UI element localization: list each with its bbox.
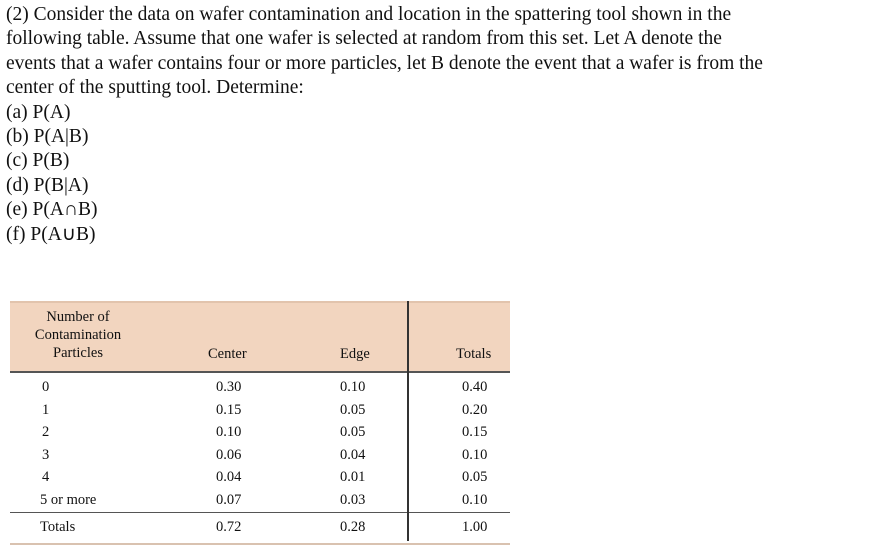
table-row	[10, 377, 510, 400]
table-row	[10, 445, 510, 468]
part-f: (f) P(A∪B)	[6, 223, 96, 245]
question-text	[6, 3, 891, 247]
cell: 0.07	[216, 491, 242, 508]
part-e: (e) P(A∩B)	[6, 199, 98, 221]
cell: 0.20	[462, 401, 488, 418]
cell: 1.00	[462, 519, 488, 535]
header-center: Center	[208, 346, 247, 362]
header-line: Contamination	[34, 327, 122, 343]
cell: 0.04	[340, 446, 366, 463]
header-particles	[18, 308, 138, 362]
part-b: (b) P(A|B)	[6, 126, 89, 148]
cell: 0.05	[462, 469, 488, 485]
cell: 4	[42, 469, 50, 485]
table-row	[10, 400, 510, 423]
question-line: center of the sputting tool. Determine:	[6, 77, 304, 99]
header-line: Number of	[46, 309, 110, 325]
table-row	[10, 467, 510, 490]
table-header	[10, 301, 510, 373]
cell: 0.15	[216, 401, 242, 418]
header-line: Particles	[53, 345, 103, 361]
part-a: (a) P(A)	[6, 101, 71, 123]
question-line: (2) Consider the data on wafer contamination and location in the spattering tool shown in the	[6, 4, 732, 25]
question-line: events that a wafer contains four or more particles, let B denote the event that a wafer is from the	[6, 52, 763, 74]
cell: 0.72	[216, 519, 242, 535]
cell: 0.05	[340, 401, 366, 418]
cell: 0.10	[462, 446, 488, 463]
cell: 0.05	[340, 424, 366, 440]
cell: 0.30	[216, 379, 242, 395]
cell: 0.40	[462, 379, 488, 395]
cell: 0.03	[340, 491, 366, 508]
cell: 2	[42, 424, 50, 440]
cell: 0	[42, 379, 50, 395]
cell: 0.10	[462, 491, 488, 508]
cell: 0.10	[216, 424, 242, 440]
cell: Totals	[40, 519, 76, 535]
cell: 0.28	[340, 519, 366, 535]
cell: 0.06	[216, 446, 242, 463]
cell: 0.04	[216, 469, 242, 485]
part-d: (d) P(B|A)	[6, 174, 89, 196]
cell: 5 or more	[40, 491, 97, 508]
cell: 0.01	[340, 469, 366, 485]
cell: 0.10	[340, 379, 366, 395]
column-divider	[407, 301, 409, 541]
table-row	[10, 490, 510, 513]
header-totals: Totals	[456, 346, 492, 362]
part-c: (c) P(B)	[6, 150, 70, 172]
cell: 0.15	[462, 424, 488, 440]
header-edge: Edge	[340, 346, 370, 362]
table-row	[10, 422, 510, 445]
question-line: following table. Assume that one wafer is selected at random from this set. Let A denote the	[6, 28, 722, 50]
cell: 3	[42, 446, 50, 463]
cell: 1	[42, 401, 50, 418]
totals-row	[10, 512, 510, 545]
contamination-table	[10, 301, 510, 545]
